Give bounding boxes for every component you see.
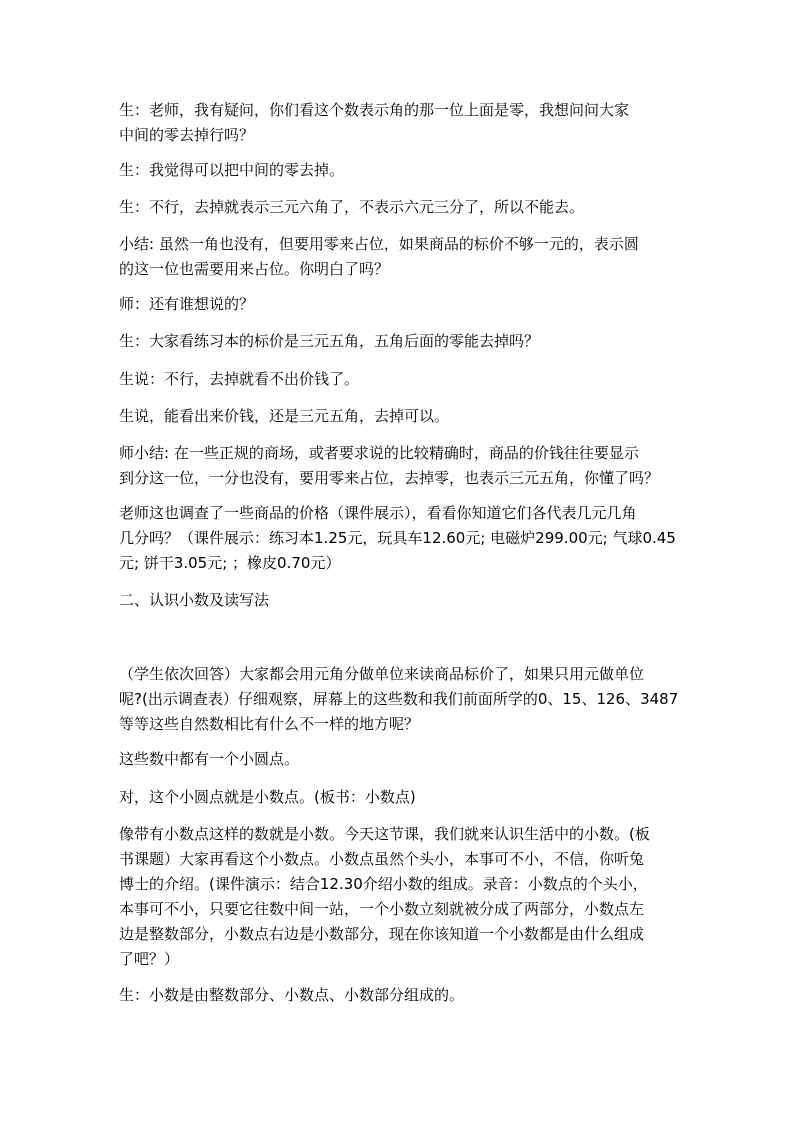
paragraph-student-agree [119, 158, 679, 183]
paragraph-decimal-parts [119, 983, 679, 1008]
section-heading [119, 588, 679, 613]
text-line: 边是整数部分，小数点右边是小数部分，现在你该知道一个小数都是由什么组成 [119, 925, 645, 943]
paragraph-teacher-ask [119, 292, 679, 317]
text-line: 师小结: 在一些正规的商场，或者要求说的比较精确时，商品的价钱往往要显示 [119, 444, 639, 462]
text-line: 生：老师，我有疑问，你们看这个数表示角的那一位上面是零，我想问问大家 [119, 101, 630, 119]
text-line: 书课题）大家再看这个小数点。小数点虽然个头小，本事可不小，不信，你听兔 [119, 850, 645, 868]
text-line: 生：小数是由整数部分、小数点、小数部分组成的。 [119, 986, 465, 1004]
text-line: 二、认识小数及读写法 [119, 591, 270, 609]
text-line: 中间的零去掉行吗？ [119, 126, 255, 144]
paragraph-students-answer [119, 662, 679, 737]
paragraph-student-disagree [119, 195, 679, 220]
text-line: 的这一位也需要用来占位。你明白了吗？ [119, 260, 390, 278]
text-line: 本事可不小，只要它往数中间一站，一个小数立刻就被分成了两部分，小数点左 [119, 900, 645, 918]
paragraph-summary [119, 232, 679, 282]
text-line: 这些数中都有一个小圆点。 [119, 750, 300, 768]
paragraph-price-survey [119, 501, 679, 576]
text-line: （学生依次回答）大家都会用元角分做单位来读商品标价了，如果只用元做单位 [119, 665, 645, 683]
text-line: 老师这也调查了一些商品的价格（课件展示），看看你知道它们各代表几元几角 [119, 504, 637, 522]
text-line: 生说：不行，去掉就看不出价钱了。 [119, 370, 360, 388]
text-line: 到分这一位，一分也没有，要用零来占位，去掉零，也表示三元五角，你懂了吗？ [119, 469, 660, 487]
paragraph-teacher-summary [119, 441, 679, 491]
text-line: 呢?(出示调查表）仔细观察，屏幕上的这些数和我们前面所学的0、15、126、3487 [119, 690, 679, 708]
text-line: 博士的介绍。(课件演示：结合12.30介绍小数的组成。录音：小数点的个头小， [119, 875, 648, 893]
text-line: 几分吗？（课件展示：练习本1.25元，玩具车12.60元; 电磁炉299.00元; 气球0.45 [119, 529, 676, 547]
text-line: 小结: 虽然一角也没有，但要用零来占位，如果商品的标价不够一元的，表示圆 [119, 235, 639, 253]
text-line: 像带有小数点这样的数就是小数。今天这节课，我们就来认识生活中的小数。(板 [119, 825, 650, 843]
paragraph-student-notebook [119, 329, 679, 354]
paragraph-student-yes [119, 404, 679, 429]
text-line: 生：不行，去掉就表示三元六角了，不表示六元三分了，所以不能去。 [119, 198, 585, 216]
paragraph-decimal-intro [119, 822, 679, 972]
paragraph-dot-observation [119, 747, 679, 772]
text-line: 对，这个小圆点就是小数点。(板书：小数点) [119, 788, 416, 806]
paragraph-student-question [119, 98, 679, 148]
text-line: 元; 饼干3.05元; ；橡皮0.70元） [119, 554, 341, 572]
text-line: 了吧？） [119, 950, 180, 968]
paragraph-decimal-point [119, 785, 679, 810]
text-line: 生：大家看练习本的标价是三元五角，五角后面的零能去掉吗？ [119, 332, 540, 350]
paragraph-student-no [119, 367, 679, 392]
text-line: 生说，能看出来价钱，还是三元五角，去掉可以。 [119, 407, 450, 425]
text-line: 等等这些自然数相比有什么不一样的地方呢？ [119, 715, 420, 733]
text-line: 生：我觉得可以把中间的零去掉。 [119, 161, 345, 179]
text-line: 师：还有谁想说的？ [119, 295, 255, 313]
